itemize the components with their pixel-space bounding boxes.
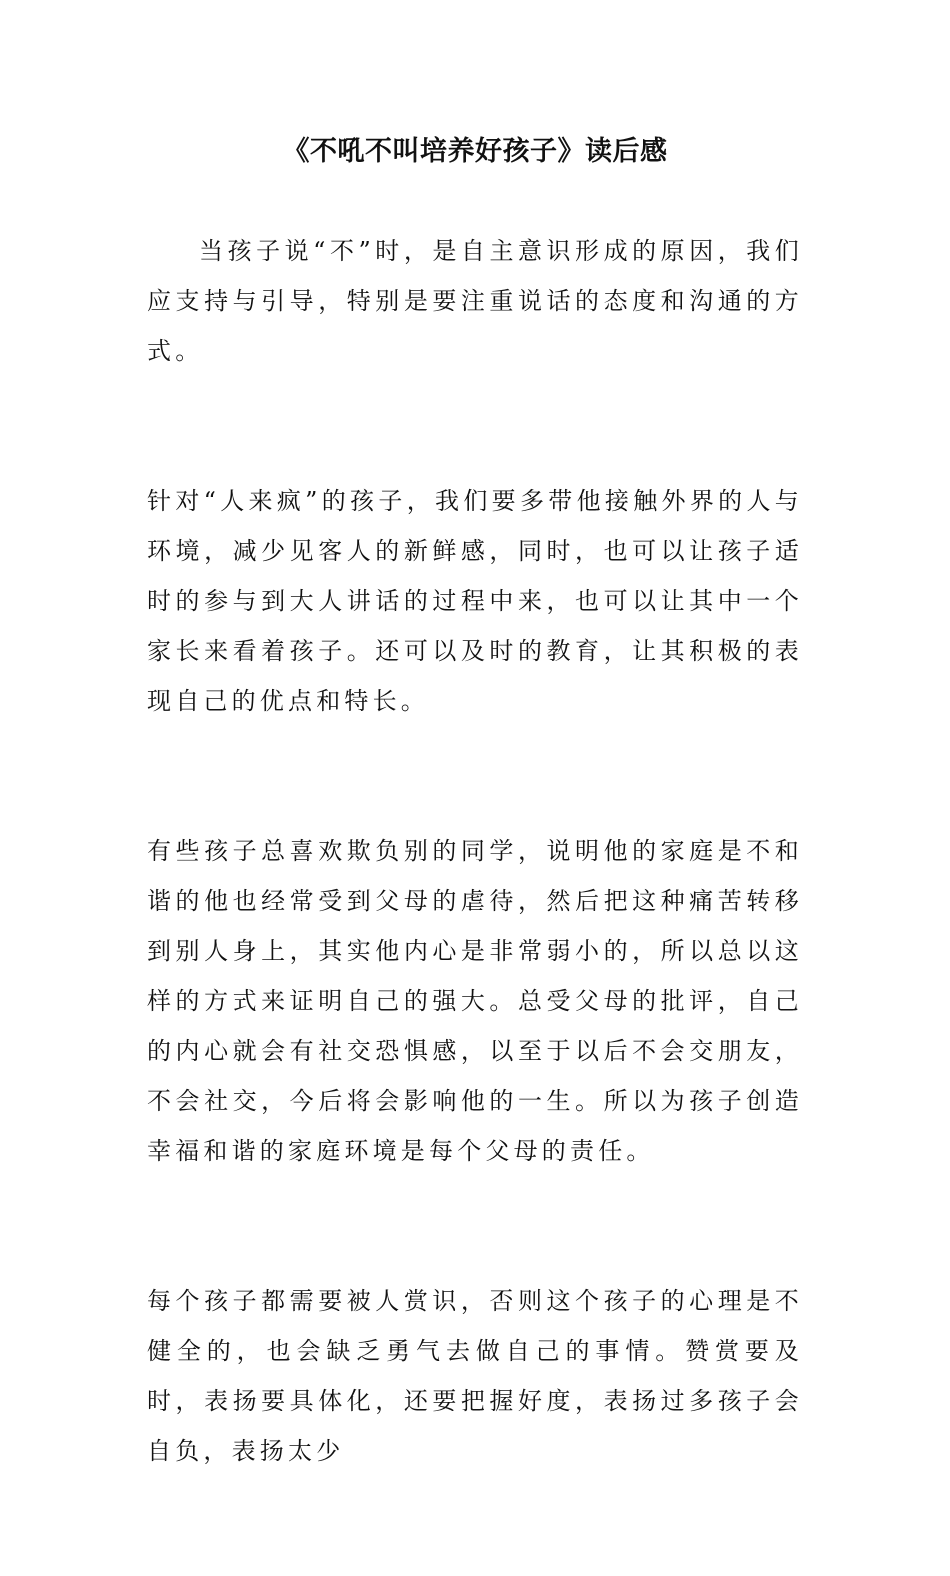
paragraph-3: 有些孩子总喜欢欺负别的同学，说明他的家庭是不和谐的他也经常受到父母的虐待，然后把这种痛苦转移到别人身上，其实他内心是非常弱小的，所以总以这样的方式来证明自己的强大。总受父母的批评，自己的内心就会有社交恐惧感，以至于以后不会交朋友，不会社交，今后将会影响他的一生。所以为孩子创造幸福和谐的家庭环境是每个父母的责任。 [147, 837, 803, 1165]
paragraph-2: 针对“人来疯”的孩子，我们要多带他接触外界的人与环境，减少见客人的新鲜感，同时，也可以让孩子适时的参与到大人讲话的过程中来，也可以让其中一个家长来看着孩子。还可以及时的教育，让其积极的表现自己的优点和特长。 [147, 487, 803, 715]
document-title: 《不吼不叫培养好孩子》读后感 [282, 136, 668, 167]
document-body [147, 226, 803, 1576]
paragraph-4: 每个孩子都需要被人赏识，否则这个孩子的心理是不健全的，也会缺乏勇气去做自己的事情。赞赏要及时，表扬要具体化，还要把握好度，表扬过多孩子会自负，表扬太少 [147, 1287, 803, 1465]
paragraph-1: 当孩子说“不”时，是自主意识形成的原因，我们应支持与引导，特别是要注重说话的态度和沟通的方式。 [147, 237, 803, 365]
